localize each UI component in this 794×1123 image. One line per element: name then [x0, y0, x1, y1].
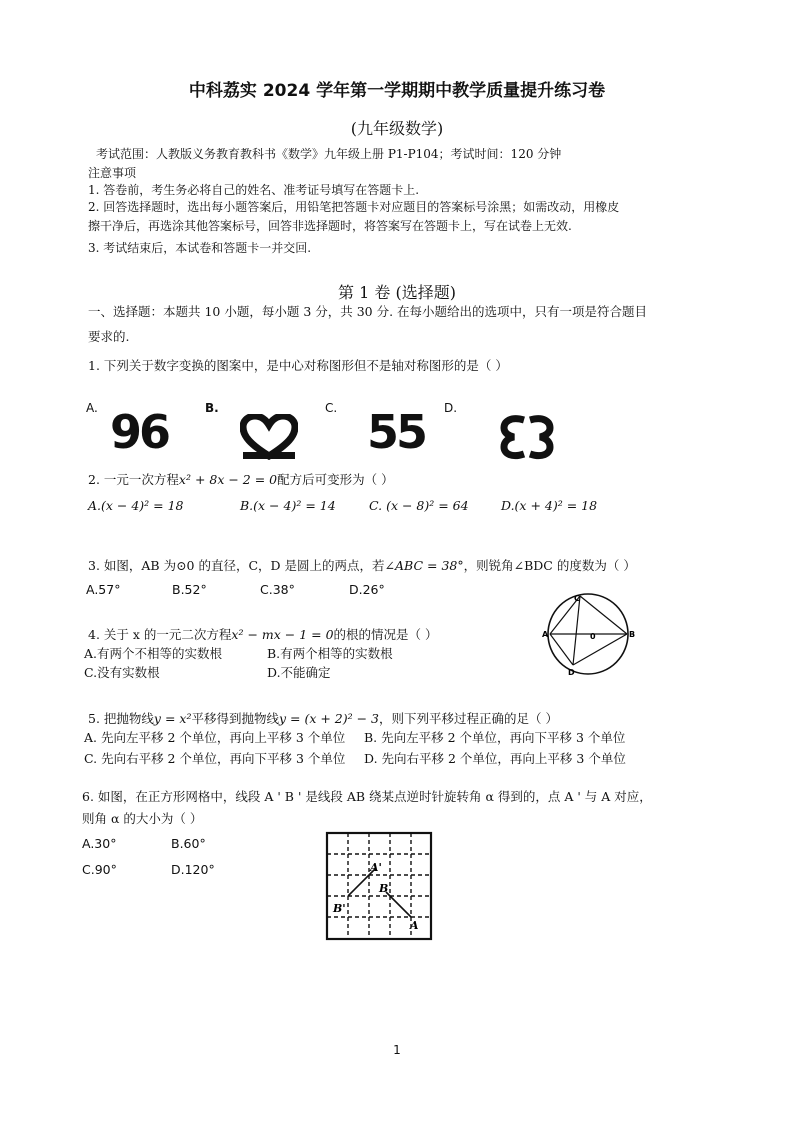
q6-option: B.60° — [171, 836, 206, 851]
q3-option: D.26° — [349, 582, 385, 597]
question-1-stem: 1. 下列关于数字变换的图案中，是中心对称图形但不是轴对称图形的是（ ） — [88, 358, 508, 373]
q3-label-d: D — [568, 668, 575, 677]
q2-option: D.(x + 4)² = 18 — [501, 498, 598, 513]
q1-figure-55: 55 — [367, 405, 426, 459]
section-intro: 要求的. — [88, 329, 130, 344]
note-line: 擦干净后，再选涂其他答案标号，回答非选择题时，将答案写在答题卡上，写在试卷上无效. — [88, 219, 572, 233]
q4-option: A.有两个不相等的实数根 — [84, 646, 223, 661]
q4-option: B.有两个相等的实数根 — [267, 646, 393, 661]
q3-label-b: B — [629, 630, 636, 639]
exam-subtitle: (九年级数学) — [350, 119, 444, 138]
q1-figure-96: 96 — [110, 405, 169, 459]
q3-label-c: C — [574, 594, 580, 603]
q2-option: B.(x − 4)² = 14 — [240, 498, 336, 513]
q6-option: A.30° — [82, 836, 117, 851]
section-title: 第 1 卷 (选择题) — [338, 283, 456, 302]
q6-grid-diagram — [324, 830, 434, 942]
q3-label-o: 0 — [590, 632, 596, 641]
q5-option: A. 先向左平移 2 个单位，再向上平移 3 个单位 — [84, 730, 346, 745]
q6-label-a-prime: A' — [370, 861, 382, 874]
q1-figure-heart-icon — [240, 414, 298, 460]
exam-title: 中科荔实 2024 学年第一学期期中教学质量提升练习卷 — [188, 81, 606, 101]
q1-option-label: D. — [444, 401, 458, 415]
note-line: 3. 考试结束后，本试卷和答题卡一并交回. — [88, 241, 312, 255]
page-number: 1 — [393, 1043, 401, 1057]
q1-option-label: C. — [325, 401, 338, 415]
q1-figure-e3-icon — [500, 414, 554, 460]
q3-circle-diagram — [540, 592, 640, 678]
q6-option: C.90° — [82, 862, 117, 877]
q5-option: B. 先向左平移 2 个单位，再向下平移 3 个单位 — [364, 730, 626, 745]
q2-option: A.(x − 4)² = 18 — [88, 498, 184, 513]
q6-option: D.120° — [171, 862, 215, 877]
q3-option: C.38° — [260, 582, 295, 597]
q1-option-label: B. — [205, 401, 219, 415]
q5-option: D. 先向右平移 2 个单位，再向上平移 3 个单位 — [364, 751, 626, 766]
section-intro: 一、选择题：本题共 10 小题，每小题 3 分，共 30 分. 在每小题给出的选项中，只有一项是符合题目 — [88, 304, 648, 319]
q3-option: A.57° — [86, 582, 121, 597]
note-line: 2. 回答选择题时，选出每小题答案后，用铅笔把答题卡对应题目的答案标号涂黑；如需改动，用橡皮 — [88, 200, 620, 214]
question-3-stem: 3. 如图，AB 为⊙0 的直径，C，D 是圆上的两点，若∠ABC = 38°，则锐角∠BDC 的度数为（ ） — [88, 558, 636, 573]
q5-option: C. 先向右平移 2 个单位，再向下平移 3 个单位 — [84, 751, 346, 766]
q6-label-a: A — [410, 919, 419, 932]
exam-scope: 考试范围：人教版义务教育教科书《数学》九年级上册 P1-P104；考试时间：120 分钟 — [96, 147, 562, 161]
question-6-stem: 则角 α 的大小为（ ） — [82, 811, 203, 826]
q4-option: D.不能确定 — [267, 665, 331, 680]
q2-option: C. (x − 8)² = 64 — [369, 498, 469, 513]
notes-title: 注意事项 — [88, 166, 137, 180]
q4-option: C.没有实数根 — [84, 665, 160, 680]
question-6-stem: 6. 如图，在正方形网格中，线段 A ' B ' 是线段 AB 绕某点逆时针旋转角 α 得到的，点 A ' 与 A 对应， — [82, 789, 652, 804]
question-2-stem: 2. 一元一次方程x² + 8x − 2 = 0配方后可变形为（ ） — [88, 472, 394, 487]
note-line: 1. 答卷前，考生务必将自己的姓名、准考证号填写在答题卡上. — [88, 183, 420, 197]
q3-label-a: A — [542, 630, 549, 639]
question-5-stem: 5. 把抛物线y = x²平移得到抛物线y = (x + 2)² − 3，则下列平移过程正确的足（ ） — [88, 711, 558, 726]
question-4-stem: 4. 关于 x 的一元二次方程x² − mx − 1 = 0的根的情况是（ ） — [88, 627, 438, 642]
q6-label-b: B — [379, 882, 389, 895]
q1-option-label: A. — [86, 401, 98, 415]
q6-label-b-prime: B' — [333, 902, 346, 915]
q3-option: B.52° — [172, 582, 207, 597]
